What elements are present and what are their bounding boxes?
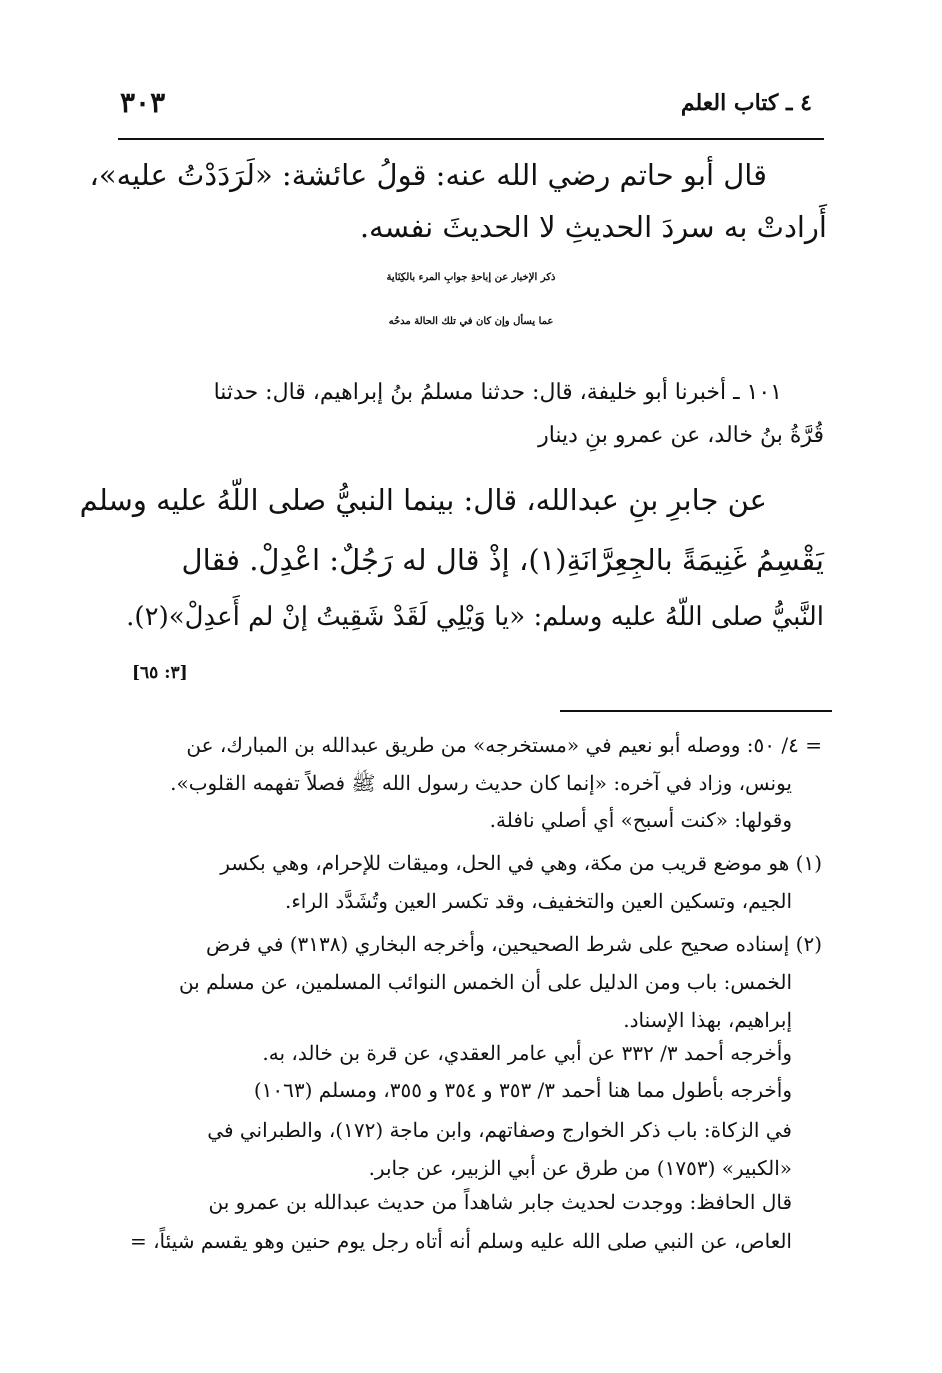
- footnote-2-line-7: «الكبير» (١٧٥٣) من طرق عن أبي الزبير، عن جابر.: [368, 1156, 792, 1180]
- footnote-2-line-8: قال الحافظ: ووجدت لحديث جابر شاهداً من حديث عبدالله بن عمرو بن: [208, 1190, 792, 1214]
- footnote-2-line-6: في الزكاة: باب ذكر الخوارج وصفاتهم، وابن ماجة (١٧٢)، والطبراني في: [207, 1118, 792, 1142]
- footnote-2-line-4: وأخرجه أحمد ٣/ ٣٣٢ عن أبي عامر العقدي، عن قرة بن خالد، به.: [262, 1041, 792, 1065]
- footnote-continuation-line-2: يونس، وزاد في آخره: «إنما كان حديث رسول الله ﷺ فصلاً تفهمه القلوب».: [170, 771, 792, 795]
- intro-line-1: قال أبو حاتم رضي الله عنه: قولُ عائشة: «لَرَدَدْتُ عليه»،: [89, 158, 767, 192]
- hadith-matn-line-2: يَقْسِمُ غَنِيمَةً بالجِعِرَّانَةِ(١)، إذْ قال له رَجُلٌ: اعْدِلْ. فقال: [181, 543, 824, 577]
- intro-line-2: أَرادتْ به سردَ الحديثِ لا الحديثَ نفسه.: [359, 210, 827, 244]
- header-rule: [118, 138, 824, 140]
- running-header: [120, 86, 812, 126]
- page-number: ٣٠٣: [120, 86, 166, 119]
- footnote-2-line-2: الخمس: باب ومن الدليل على أن الخمس النوائب المسلمين، عن مسلم بن: [178, 970, 792, 994]
- footnote-1-line-2: الجيم، وتسكين العين والتخفيف، وقد تكسر العين وتُشَدَّد الراء.: [285, 889, 792, 913]
- footnote-2-line-3: إبراهيم، بهذا الإسناد.: [623, 1008, 792, 1032]
- reference-tag: [٣: ٦٥]: [132, 663, 188, 683]
- hadith-matn-line-3: النَّبيُّ صلى اللّهُ عليه وسلم: «يا وَيْلِي لَقَدْ شَقِيتُ إنْ لم أَعدِلْ»(٢).: [126, 602, 824, 632]
- section-heading-line-1: ذكر الإخبار عن إباحةِ جوابِ المرء بالكِنَاية: [386, 272, 556, 283]
- section-heading-line-2: عما يسأل وإن كان في تلك الحالة مدحُه: [388, 316, 554, 327]
- footnote-2-line-5: وأخرجه بأطول مما هنا أحمد ٣/ ٣٥٣ و ٣٥٤ و ٣٥٥، ومسلم (١٠٦٣): [253, 1078, 792, 1102]
- footnote-2-line-9: العاص، عن النبي صلى الله عليه وسلم أنه أتاه رجل يوم حنين وهو يقسم شيئاً، =: [129, 1229, 792, 1253]
- hadith-matn-line-1: عن جابرِ بنِ عبدالله، قال: بينما النبيُّ صلى اللّهُ عليه وسلم: [79, 483, 767, 517]
- footnote-2-line-1: (٢) إسناده صحيح على شرط الصحيحين، وأخرجه البخاري (٣١٣٨) في فرض: [206, 932, 822, 956]
- hadith-isnad-line-2: قُرَّةُ بنُ خالد، عن عمرو بنِ دينار: [538, 423, 824, 448]
- footnote-continuation-line-3: وقولها: «كنت أسبح» أي أصلي نافلة.: [489, 808, 792, 832]
- footnote-1-line-1: (١) هو موضع قريب من مكة، وهي في الحل، وميقات للإحرام، وهي بكسر: [220, 851, 822, 875]
- chapter-title: ٤ ـ كتاب العلم: [680, 90, 812, 116]
- footnote-separator: [560, 710, 832, 712]
- hadith-isnad-line-1: ١٠١ ـ أخبرنا أبو خليفة، قال: حدثنا مسلمُ بنُ إبراهيم، قال: حدثنا: [213, 380, 782, 405]
- footnote-continuation-line-1: = ٤/ ٥٠: ووصله أبو نعيم في «مستخرجه» من طريق عبدالله بن المبارك، عن: [186, 733, 822, 757]
